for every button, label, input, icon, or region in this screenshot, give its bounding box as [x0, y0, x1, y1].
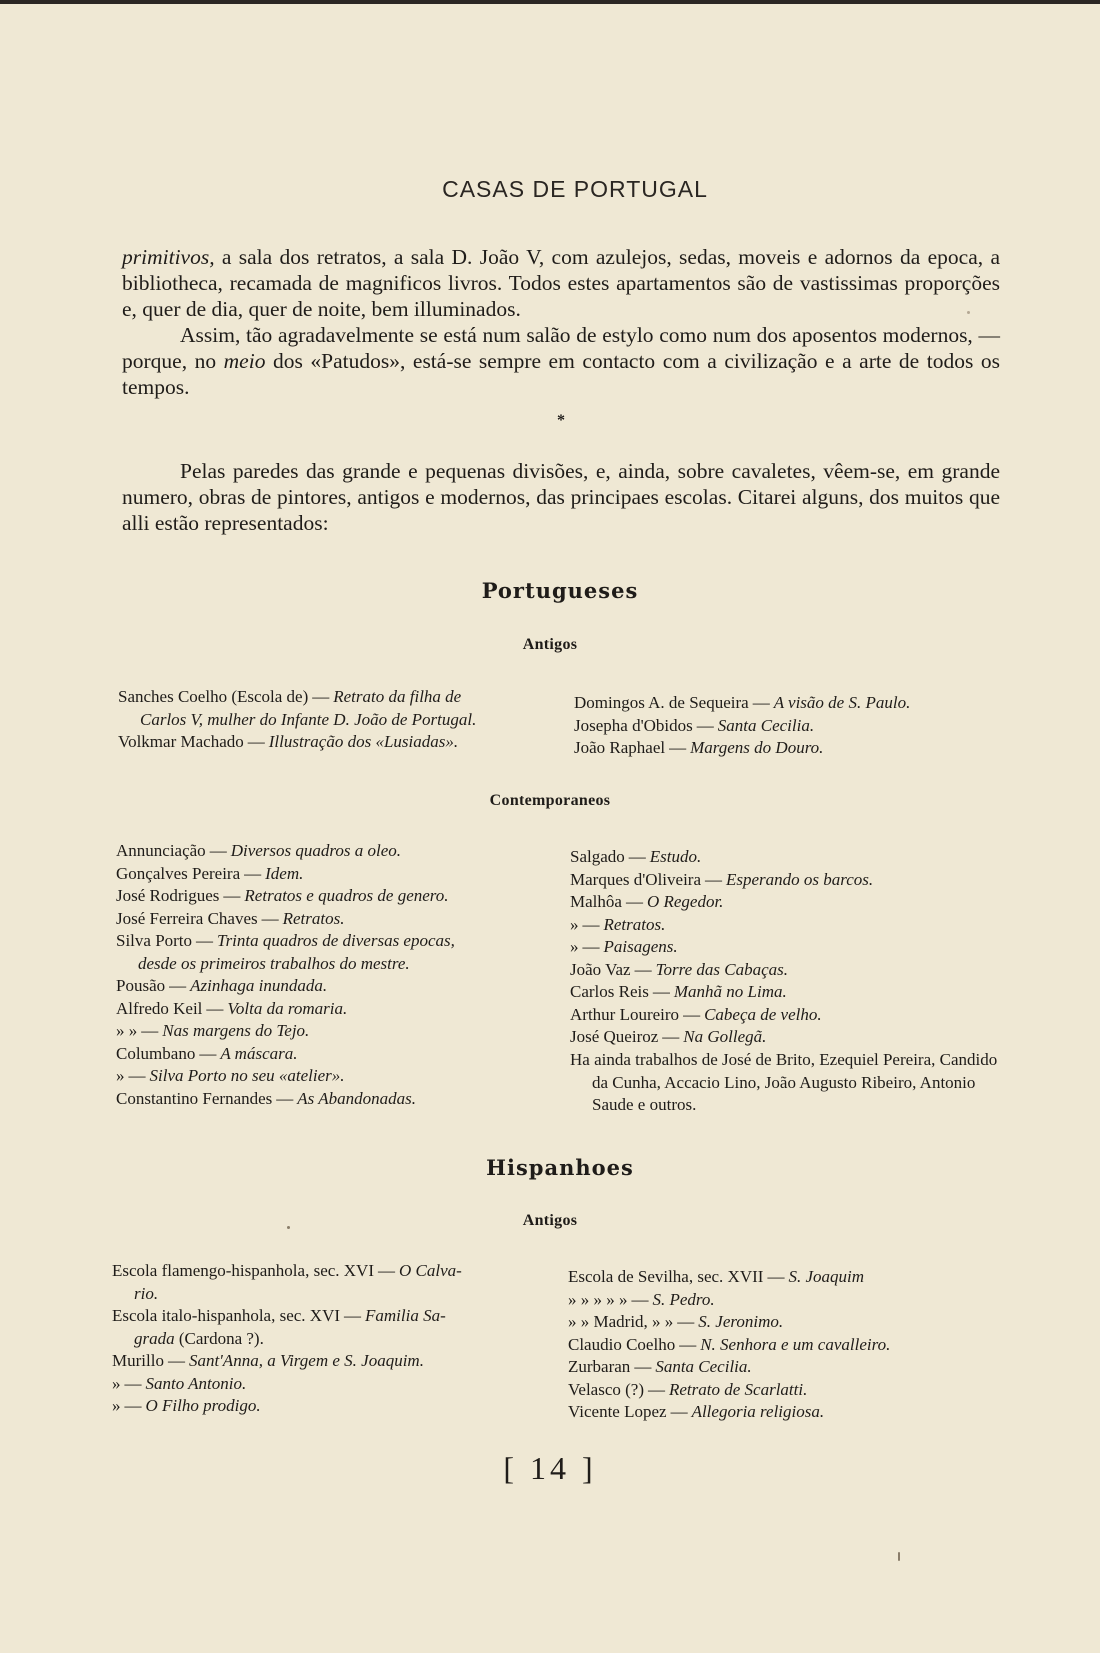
list-item [568, 1379, 1008, 1402]
em-dash-separator: — [634, 1357, 652, 1376]
list-item [568, 1266, 1008, 1289]
running-head: CASAS DE PORTUGAL [442, 176, 708, 202]
list-hisp-left [112, 1260, 542, 1418]
list-item [570, 981, 1000, 1004]
paragraph-1-text: a sala dos retratos, a sala D. João V, com azulejos, sedas, moveis e adornos da epoca, a bibliotheca, recamada de magnificos livros. Todos estes apartamentos são de vastissimas proporções e, quer de dia, quer de noite, bem illuminados. [122, 245, 1000, 321]
list-item [116, 930, 556, 975]
em-dash-separator: — [582, 937, 600, 956]
artist-name: » [116, 1066, 125, 1085]
list-item [568, 1356, 1008, 1379]
artist-name: » » Madrid, » » [568, 1312, 674, 1331]
em-dash-separator: — [209, 841, 227, 860]
em-dash-separator: — [124, 1373, 142, 1393]
work-title: Cabeça de velho. [704, 1004, 822, 1024]
artist-name: Silva Porto [116, 931, 193, 950]
list-item [568, 1334, 1008, 1357]
work-title: A máscara. [220, 1043, 298, 1063]
em-dash-separator: — [767, 1267, 785, 1286]
artist-name: Annunciação [116, 841, 206, 860]
paper-speck [898, 1552, 900, 1561]
em-dash-separator: — [128, 1066, 146, 1085]
work-title: Na Gollegã. [683, 1027, 767, 1046]
em-dash-separator: — [199, 1043, 217, 1063]
artist-name: José Rodrigues [116, 886, 220, 905]
list-port-antigos-right [574, 692, 1014, 760]
work-title: Retratos e quadros de genero. [244, 886, 449, 905]
em-dash-separator: — [696, 715, 714, 735]
artist-name: José Ferreira Chaves [116, 908, 258, 928]
top-border [0, 0, 1100, 4]
work-title: Manhã no Lima. [673, 982, 787, 1001]
paragraph-2 [122, 322, 1000, 400]
paragraph-1 [122, 244, 1000, 322]
work-title-continued: grada [134, 1328, 175, 1348]
work-title: Silva Porto no seu «atelier». [149, 1066, 345, 1085]
body-text-block [122, 244, 1000, 400]
list-item [116, 863, 556, 886]
work-title: Esperando os barcos. [726, 869, 874, 889]
work-title: Retrato da filha de [333, 687, 462, 706]
contemporaneos-note [570, 1049, 1000, 1117]
artist-name: Volkmar Machado [118, 732, 244, 751]
entry-continuation [112, 1328, 542, 1351]
em-dash-separator: — [662, 1027, 680, 1046]
em-dash-separator: — [669, 738, 687, 757]
list-item [570, 891, 1000, 914]
paper-speck [967, 311, 970, 314]
artist-name: Murillo [112, 1351, 164, 1370]
artist-name: Constantino Fernandes [116, 1088, 273, 1108]
list-item [568, 1401, 1008, 1424]
work-title: Estudo. [649, 847, 702, 866]
work-title: Margens do Douro. [690, 738, 824, 757]
em-dash-separator: — [169, 976, 187, 995]
em-dash-separator: — [378, 1261, 395, 1280]
em-dash-separator: — [679, 1334, 697, 1354]
artist-name: » [112, 1396, 121, 1415]
list-item [118, 686, 548, 731]
artist-name: Marques d'Oliveira [570, 869, 701, 889]
list-hisp-right [568, 1266, 1008, 1424]
entry-continuation [116, 953, 556, 976]
em-dash-separator: — [628, 847, 646, 866]
work-title: Retratos. [282, 908, 345, 928]
work-title: Paisagens. [603, 937, 678, 956]
work-title: Torre das Cabaças. [655, 959, 788, 979]
em-dash-separator: — [141, 1021, 159, 1040]
artist-name: Carlos Reis [570, 982, 649, 1001]
work-title-continued: desde os primeiros trabalhos do mestre. [138, 953, 410, 973]
list-item [570, 1026, 1000, 1049]
artist-name: Escola flamengo-hispanhola, sec. XVI [112, 1261, 374, 1280]
list-port-antigos-left [118, 686, 548, 754]
list-item [568, 1311, 1008, 1334]
list-item [116, 975, 556, 998]
list-port-contemp-left [116, 840, 556, 1110]
work-title: S. Joaquim [788, 1267, 864, 1286]
em-dash-separator: — [312, 687, 330, 706]
list-item: Ha ainda trabalhos de José de Brito, Ezequiel Pereira, Candido da Cunha, Accacio Lino, João Augusto Ribeiro, Antonio Saude e outros. [570, 1050, 998, 1114]
list-item [118, 731, 548, 754]
work-title: S. Pedro. [652, 1289, 715, 1309]
work-title: Illustração dos «Lusiadas». [268, 732, 459, 751]
paragraph-3: Pelas paredes das grande e pequenas divisões, e, ainda, sobre cavaletes, vêem-se, em grande numero, obras de pintores, antigos e modernos, das principaes escolas. Citarei alguns, dos muitos que alli estão representados: [122, 459, 1000, 535]
list-item [570, 959, 1000, 982]
work-title: O Calva- [399, 1261, 462, 1280]
artist-name: Escola de Sevilha, sec. XVII [568, 1267, 764, 1286]
em-dash-separator: — [705, 869, 722, 889]
em-dash-separator: — [247, 732, 265, 751]
artist-name: Velasco (?) [568, 1379, 644, 1399]
subsection-title-antigos: Antigos [522, 636, 578, 653]
work-title: Nas margens do Tejo. [162, 1021, 310, 1040]
artist-name: Josepha d'Obidos [574, 715, 693, 735]
list-item [116, 1088, 556, 1111]
artist-name: » » [116, 1021, 138, 1040]
work-title: Diversos quadros a oleo. [230, 841, 401, 860]
list-item [570, 914, 1000, 937]
artist-name: João Raphael [574, 738, 666, 757]
artist-name: Gonçalves Pereira [116, 863, 241, 883]
paragraph-2-text-a: Assim, tão agradavelmente se está num salão de estylo como num dos aposentos modernos, — porque, no [122, 323, 1000, 373]
list-item [574, 737, 1014, 760]
paragraph-2-italic: meio [223, 349, 266, 373]
work-title: O Filho prodigo. [145, 1396, 261, 1415]
italic-lead: primitivos, [122, 245, 215, 269]
artist-name: Vicente Lopez [568, 1402, 667, 1421]
work-title: Santa Cecilia. [717, 715, 815, 735]
em-dash-separator: — [124, 1396, 142, 1415]
body-text-block-2 [122, 458, 1000, 536]
work-title: Santa Cecilia. [655, 1357, 752, 1376]
entry-continuation [112, 1283, 542, 1306]
artist-name: » [570, 914, 579, 934]
em-dash-separator: — [244, 863, 262, 883]
list-item [112, 1305, 542, 1350]
em-dash-separator: — [206, 998, 224, 1018]
subsection-title-antigos-2: Antigos [522, 1212, 578, 1229]
artist-name: Arthur Loureiro [570, 1004, 680, 1024]
list-item [116, 998, 556, 1021]
list-item [116, 840, 556, 863]
em-dash-separator: — [223, 886, 241, 905]
list-item [574, 715, 1014, 738]
em-dash-separator: — [648, 1379, 665, 1399]
section-title-hispanhoes: Hispanhoes [486, 1155, 634, 1180]
page-number: [ 14 ] [503, 1450, 597, 1486]
em-dash-separator: — [261, 908, 279, 928]
artist-name: Malhôa [570, 892, 622, 911]
work-title: Trinta quadros de diversas epocas, [217, 931, 455, 950]
work-title: Idem. [265, 863, 304, 883]
em-dash-separator: — [677, 1312, 695, 1331]
list-item [570, 846, 1000, 869]
em-dash-separator: — [634, 959, 652, 979]
em-dash-separator: — [652, 982, 670, 1001]
work-title: Familia Sa- [365, 1306, 446, 1325]
list-item [570, 869, 1000, 892]
work-title: Allegoria religiosa. [691, 1402, 825, 1421]
section-title-portugueses: Portugueses [481, 578, 639, 603]
artist-name: Zurbaran [568, 1357, 631, 1376]
list-item [112, 1373, 542, 1396]
artist-name: José Queiroz [570, 1027, 659, 1046]
em-dash-separator: — [670, 1402, 688, 1421]
artist-name: » [112, 1373, 121, 1393]
artist-name: Sanches Coelho (Escola de) [118, 687, 309, 706]
work-title: Retratos. [603, 914, 666, 934]
list-item [112, 1350, 542, 1373]
artist-name: » » » » » [568, 1289, 628, 1309]
list-item [570, 936, 1000, 959]
work-title: N. Senhora e um cavalleiro. [700, 1334, 891, 1354]
work-title: Santo Antonio. [145, 1373, 247, 1393]
list-item [116, 885, 556, 908]
artist-name: João Vaz [570, 959, 631, 979]
list-item [568, 1289, 1008, 1312]
artist-name: Pousão [116, 976, 166, 995]
subsection-title-contemporaneos: Contemporaneos [489, 792, 611, 809]
em-dash-separator: — [276, 1088, 294, 1108]
list-item [116, 1043, 556, 1066]
work-title: As Abandonadas. [297, 1088, 416, 1108]
artist-name: Alfredo Keil [116, 998, 203, 1018]
entry-continuation [118, 709, 548, 732]
attribution-note: (Cardona ?). [174, 1328, 264, 1348]
section-asterisk: * [557, 412, 565, 429]
list-port-contemp-right [570, 846, 1000, 1049]
list-item [570, 1004, 1000, 1027]
artist-name: Domingos A. de Sequeira [574, 693, 749, 712]
list-item [112, 1395, 542, 1418]
paragraph-2-text-b: dos «Patudos», está-se sempre em contacto com a civilização e a arte de todos os tempos. [122, 349, 1000, 399]
work-title: Volta da romaria. [227, 998, 348, 1018]
list-item [116, 1020, 556, 1043]
list-item [116, 1065, 556, 1088]
paper-speck [287, 1226, 290, 1229]
work-title-continued: rio. [134, 1283, 159, 1303]
list-item [116, 908, 556, 931]
work-title: S. Jeronimo. [698, 1312, 784, 1331]
work-title: Azinhaga inundada. [190, 976, 328, 995]
em-dash-separator: — [344, 1306, 362, 1325]
artist-name: Escola italo-hispanhola, sec. XVI [112, 1306, 341, 1325]
work-title: O Regedor. [646, 892, 724, 911]
artist-name: Salgado [570, 847, 625, 866]
em-dash-separator: — [683, 1004, 701, 1024]
list-item [574, 692, 1014, 715]
list-item [112, 1260, 542, 1305]
work-title-continued: Carlos V, mulher do Infante D. João de Portugal. [140, 709, 477, 729]
work-title: Sant'Anna, a Virgem e S. Joaquim. [188, 1351, 424, 1370]
artist-name: Claudio Coelho [568, 1334, 676, 1354]
artist-name: » [570, 937, 579, 956]
artist-name: Columbano [116, 1043, 196, 1063]
work-title: Retrato de Scarlatti. [669, 1379, 808, 1399]
em-dash-separator: — [196, 931, 214, 950]
em-dash-separator: — [752, 693, 770, 712]
em-dash-separator: — [631, 1289, 649, 1309]
em-dash-separator: — [167, 1351, 185, 1370]
work-title: A visão de S. Paulo. [773, 693, 911, 712]
em-dash-separator: — [582, 914, 600, 934]
em-dash-separator: — [625, 892, 643, 911]
